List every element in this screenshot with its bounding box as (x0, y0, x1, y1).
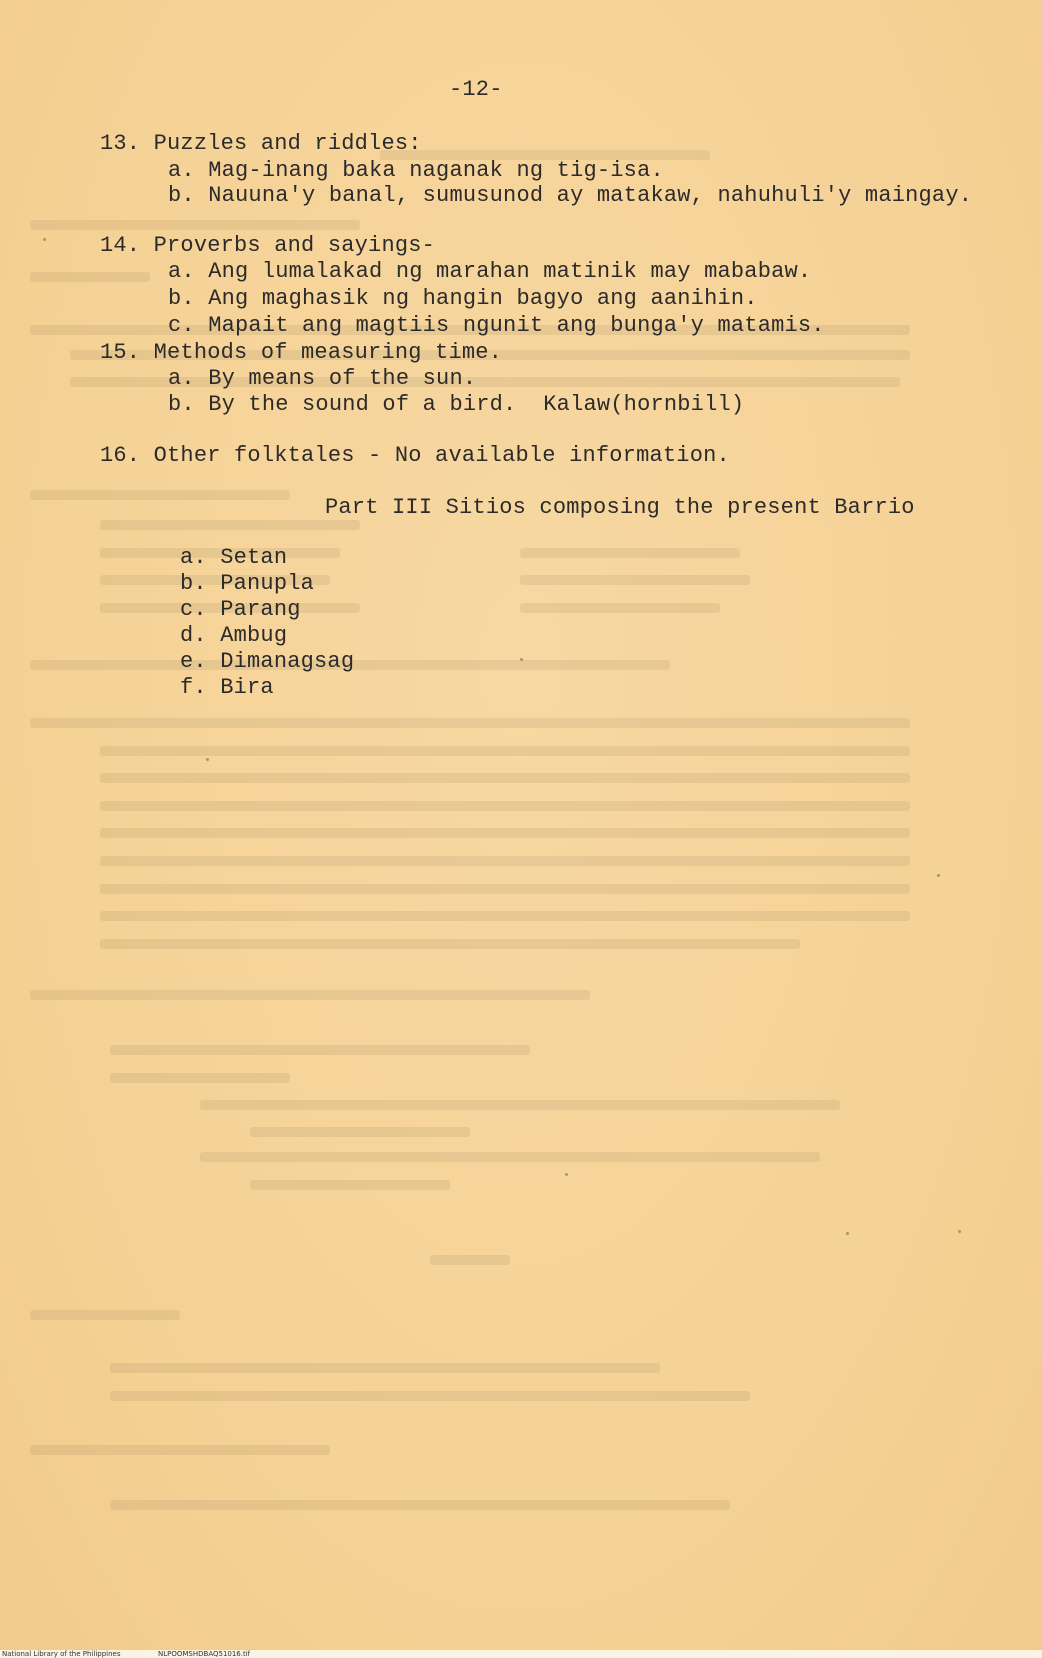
paper-speck (846, 1232, 849, 1235)
paper-speck (520, 658, 523, 661)
paper-speck (43, 238, 46, 241)
footer-library: National Library of the Philippines (2, 1650, 121, 1658)
paper-speck (206, 758, 209, 761)
sitio-item: c. Parang (180, 597, 301, 622)
list-item: c. Mapait ang magtiis ngunit ang bunga'y matamis. (168, 313, 825, 338)
sitio-item: d. Ambug (180, 623, 288, 648)
list-item: a. Mag-inang baka naganak ng tig-isa. (168, 158, 664, 183)
list-item: b. Ang maghasik ng hangin bagyo ang aanihin. (168, 286, 758, 311)
paper-speck (958, 1230, 961, 1233)
list-item: a. By means of the sun. (168, 366, 477, 391)
list-item: b. Nauuna'y banal, sumusunod ay matakaw, nahuhuli'y maingay. (168, 183, 973, 208)
part-title: Part III Sitios composing the present Barrio (325, 495, 915, 520)
section-heading: 15. Methods of measuring time. (100, 340, 503, 365)
footer-filename: NLPOOMSHDBAQ51016.tif (158, 1650, 251, 1658)
page-number: -12- (449, 77, 503, 102)
paper-speck (565, 1173, 568, 1176)
paper-speck (937, 874, 940, 877)
section-16-folktales: 16. Other folktales - No available information. (100, 443, 730, 468)
section-heading: 14. Proverbs and sayings- (100, 233, 436, 258)
list-item: b. By the sound of a bird. Kalaw(hornbill) (168, 392, 745, 417)
sitio-item: f. Bira (180, 675, 274, 700)
sitio-item: b. Panupla (180, 571, 315, 596)
sitio-item: e. Dimanagsag (180, 649, 355, 674)
footer-strip (0, 1650, 1042, 1658)
list-item: a. Ang lumalakad ng marahan matinik may mababaw. (168, 259, 812, 284)
sitio-item: a. Setan (180, 545, 288, 570)
section-heading: 13. Puzzles and riddles: (100, 131, 422, 156)
